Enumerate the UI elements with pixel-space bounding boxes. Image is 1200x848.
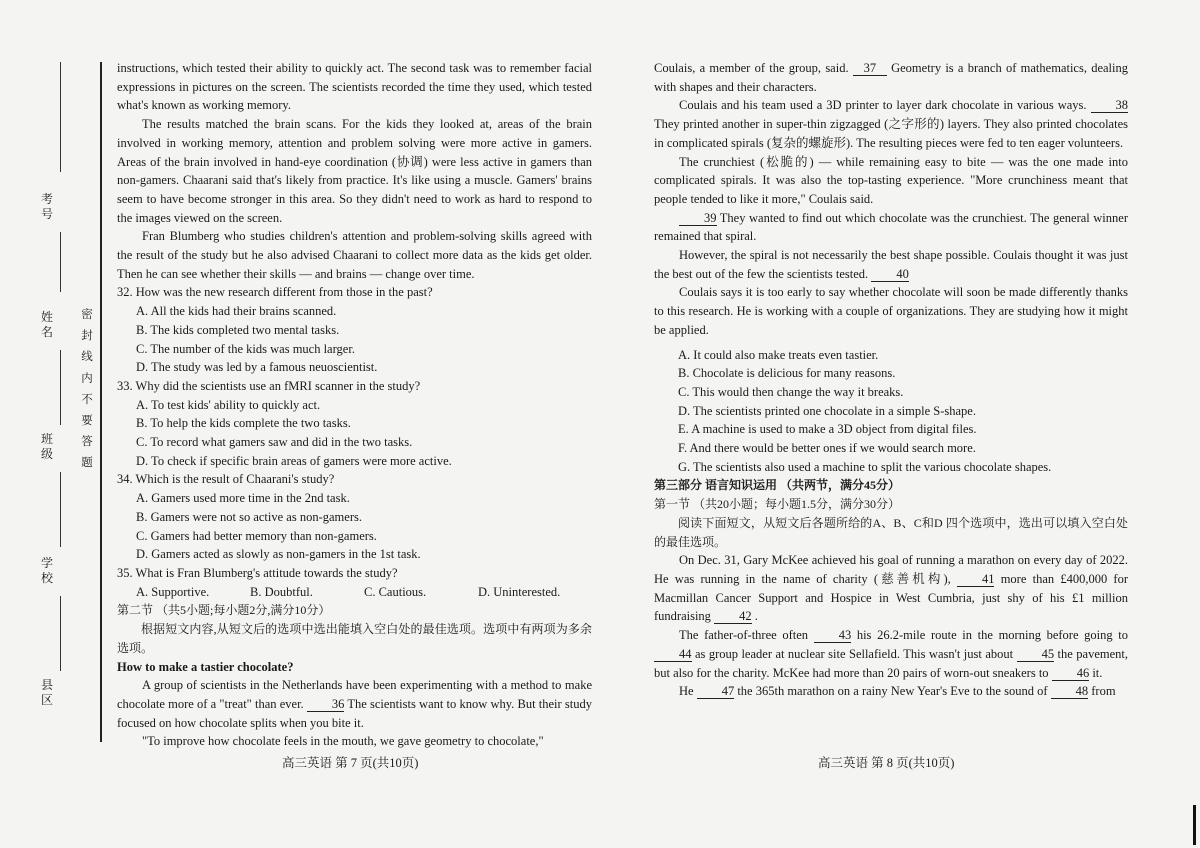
- text-span: his 26.2-mile route in the morning before going to: [851, 628, 1129, 643]
- text-span: the pavement, but also for the charity. McKee had more than 20 pairs of worn-out sneakers to: [654, 646, 1128, 680]
- question-option: D. The study was led by a famous neuoscientist.: [136, 360, 378, 375]
- answer-options: [654, 346, 1128, 477]
- text-span: more than £400,000 for Macmillan Cancer Support and Hospice in West Cumbria, just shy of his £1 million fundraising: [654, 571, 1128, 624]
- blank-41: 41: [957, 572, 995, 587]
- passage-paragraph: Fran Blumberg who studies children's attention and problem-solving skills agreed with the result of the study but he also advised Chaarani to collect more data as the kids get older. Then he can see whether their skills — and brains — change over time.: [117, 229, 592, 281]
- passage-paragraph: The results matched the brain scans. For the kids they looked at, areas of the brain involved in working memory, attention and problem solving were more active in gamers. Areas of the brain involved in hand-eye coordination (协调) were less active in gamers than non-gamers. Chaarani said that's likely from practice. It's like using a muscle. Gamers' brains seem to have become stronger in this area. So they didn't need to work as hard to respond to the images viewed on the screen.: [117, 117, 592, 225]
- answer-option: A. It could also make treats even tastier.: [678, 347, 879, 362]
- passage-paragraph: [654, 551, 1128, 626]
- question-stem: 33. Why did the scientists use an fMRI scanner in the study?: [117, 378, 421, 393]
- blank-44: 44: [654, 647, 692, 662]
- county-label: 县区: [40, 678, 53, 707]
- answer-option: F. And there would be better ones if we would search more.: [678, 441, 976, 456]
- seal-line-warning: 密封线内不要答题: [81, 309, 93, 470]
- answer-option: E. A machine is used to make a 3D object from digital files.: [678, 422, 977, 437]
- page-footer-right: 高三英语 第 8 页(共10页): [818, 756, 955, 770]
- text-span: the 365th marathon on a rainy New Year's Eve to the sound of: [734, 684, 1051, 699]
- blank-47: 47: [697, 684, 735, 699]
- school-line: [60, 596, 61, 671]
- section-instructions: 阅读下面短文，从短文后各题所给的A、B、C和D 四个选项中，选出可以填入空白处的最佳选项。: [654, 515, 1128, 549]
- passage-paragraph: [117, 676, 592, 732]
- passage-paragraph: The crunchiest (松脆的) — while remaining easy to bite — was the one made into complicated spirals. It was also the top-tasting experience. "More crunchiness meant that people tended to like it more," Coulais said.: [654, 154, 1128, 206]
- passage-paragraph: Coulais says it is too early to say whether chocolate will soon be made differently thanks to this research. He is working with a couple of organizations. They are studying how it might be applied.: [654, 285, 1128, 337]
- blank-46: 46: [1052, 666, 1090, 681]
- question-stem: 34. Which is the result of Chaarani's study?: [117, 472, 335, 487]
- name-label: 姓名: [40, 310, 53, 339]
- text-span: A group of scientists in the Netherlands have been experimenting with a method to make chocolate more of a "treat" than ever.: [117, 678, 592, 711]
- text-span: .: [751, 609, 758, 624]
- section-heading: 第二节 （共5小题;每小题2分,满分10分）: [117, 603, 331, 618]
- passage-paragraph: [654, 209, 1128, 246]
- blank-45: 45: [1017, 647, 1055, 662]
- passage-paragraph: instructions, which tested their ability to quickly act. The second task was to remember facial expressions in pictures on the screen. The scientists recorded the time they used, which tested what's known as working memory.: [117, 61, 592, 113]
- question-option: C. Gamers had better memory than non-gamers.: [136, 528, 377, 543]
- seal-line: [100, 62, 102, 742]
- blank-36: 36: [307, 697, 345, 712]
- school-label: 学校: [40, 556, 53, 585]
- question-33: [117, 377, 592, 471]
- page-footer-left: 高三英语 第 7 页(共10页): [282, 756, 419, 770]
- name-line: [60, 350, 61, 425]
- part-heading: 第三部分 语言知识运用 （共两节，满分45分）: [654, 478, 901, 493]
- question-option: D. To check if specific brain areas of gamers were more active.: [136, 453, 452, 468]
- answer-option: B. Chocolate is delicious for many reasons.: [678, 366, 896, 381]
- passage-paragraph: [654, 59, 1128, 96]
- question-stem: 35. What is Fran Blumberg's attitude towards the study?: [117, 565, 398, 580]
- passage-paragraph: [654, 626, 1128, 682]
- blank-43: 43: [814, 628, 852, 643]
- text-span: The scientists want to know why. But their study focused on how chocolate splits when you bite it.: [117, 696, 592, 730]
- text-span: Coulais, a member of the group, said.: [654, 61, 853, 75]
- text-span: as group leader at nuclear site Sellafield. This wasn't just about: [691, 646, 1017, 661]
- left-column: [117, 59, 592, 751]
- class-field: [40, 432, 54, 462]
- blank-40: 40: [871, 267, 909, 282]
- answer-option: D. The scientists printed one chocolate in a simple S-shape.: [678, 403, 976, 418]
- answer-option: C. This would then change the way it breaks.: [678, 384, 904, 399]
- question-34: [117, 470, 592, 564]
- question-32: [117, 283, 592, 377]
- question-option: D. Gamers acted as slowly as non-gamers in the 1st task.: [136, 547, 421, 562]
- passage-paragraph: [654, 682, 1128, 701]
- county-field: [40, 678, 54, 708]
- blank-37: 37: [853, 61, 887, 76]
- name-field: [40, 310, 54, 340]
- text-span: They wanted to find out which chocolate was the crunchiest. The general winner remained that spiral.: [654, 210, 1128, 244]
- exam-number-line: [60, 62, 61, 172]
- text-span: from: [1088, 684, 1116, 699]
- question-stem: 32. How was the new research different from those in the past?: [117, 285, 433, 300]
- class-line: [60, 472, 61, 547]
- question-option: C. To record what gamers saw and did in the two tasks.: [136, 435, 413, 450]
- text-span: Coulais and his team used a 3D printer to layer dark chocolate in various ways.: [679, 98, 1091, 113]
- question-option: A. Gamers used more time in the 2nd task.: [136, 491, 350, 506]
- article-title: How to make a tastier chocolate?: [117, 659, 294, 674]
- question-option: B. Doubtful.: [250, 584, 313, 599]
- text-span: On Dec. 31, Gary McKee achieved his goal of running a marathon on every day of 2022. He was running in the name of charity (慈善机构),: [654, 553, 1128, 586]
- passage-paragraph: "To improve how chocolate feels in the mouth, we gave geometry to chocolate,": [142, 734, 544, 749]
- question-option: B. Gamers were not so active as non-gamers.: [136, 509, 362, 524]
- question-option: C. Cautious.: [364, 584, 427, 599]
- question-option: A. To test kids' ability to quickly act.: [136, 397, 321, 412]
- text-span: They printed another in super-thin zigzagged (之字形的) layers. They also printed chocolates in complicated spirals (复杂的螺旋形). The resulting pieces were fed to ten eager volunteers.: [654, 117, 1128, 150]
- blank-39: 39: [679, 211, 717, 226]
- class-label: 班级: [40, 432, 53, 461]
- question-option: A. Supportive.: [136, 584, 210, 599]
- text-span: He: [679, 684, 697, 699]
- answer-option: G. The scientists also used a machine to split the various chocolate shapes.: [678, 459, 1052, 474]
- question-options-row: [117, 583, 592, 602]
- right-column: [654, 59, 1128, 701]
- exam-number-line-lower: [60, 232, 61, 292]
- question-option: B. The kids completed two mental tasks.: [136, 322, 340, 337]
- scan-edge-mark: [1193, 805, 1196, 845]
- school-field: [40, 556, 54, 586]
- text-span: However, the spiral is not necessarily the best shape possible. Coulais thought it was just the best out of the few the scientists tested.: [654, 248, 1128, 281]
- question-option: C. The number of the kids was much larger.: [136, 341, 355, 356]
- blank-48: 48: [1051, 684, 1089, 699]
- section-heading: 第一节 （共20小题；每小题1.5分，满分30分）: [654, 497, 901, 512]
- question-option: A. All the kids had their brains scanned.: [136, 304, 337, 319]
- passage-paragraph: [654, 96, 1128, 152]
- exam-number-field: [40, 192, 54, 222]
- exam-number-label: 考号: [40, 192, 53, 221]
- question-option: D. Uninterested.: [478, 584, 561, 599]
- question-35: [117, 564, 592, 601]
- blank-42: 42: [714, 609, 752, 624]
- question-option: B. To help the kids complete the two tasks.: [136, 416, 351, 431]
- text-span: it.: [1089, 665, 1103, 680]
- passage-paragraph: [654, 246, 1128, 283]
- binding-margin: [0, 0, 104, 848]
- blank-38: 38: [1091, 98, 1129, 113]
- text-span: Geometry is a branch of mathematics, dealing with shapes and their characters.: [654, 61, 1128, 94]
- section-instructions: 根据短文内容,从短文后的选项中选出能填入空白处的最佳选项。选项中有两项为多余选项。: [117, 622, 592, 655]
- text-span: The father-of-three often: [679, 628, 814, 643]
